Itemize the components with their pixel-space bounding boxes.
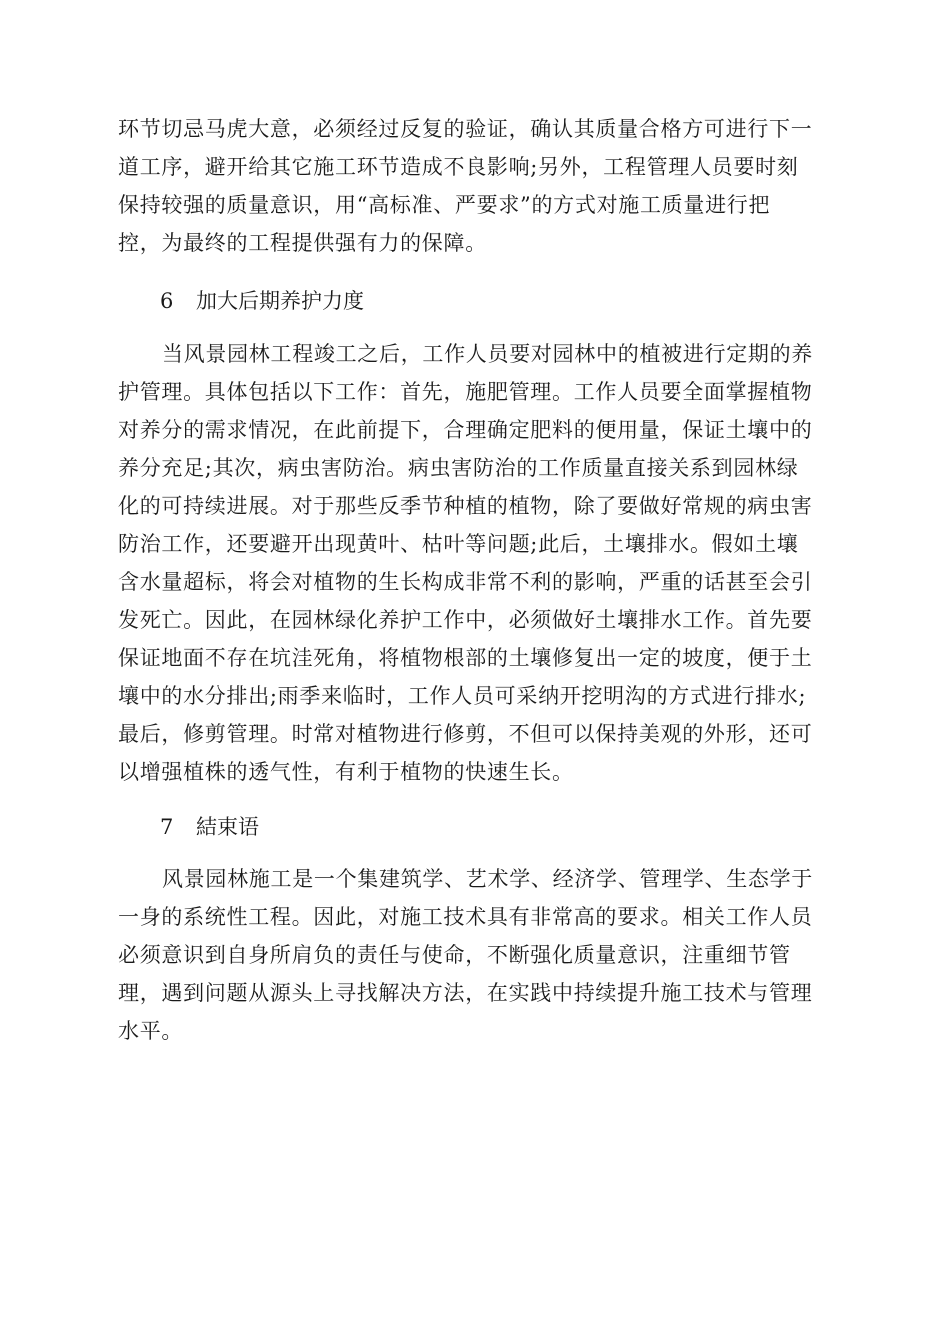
text-line: 化的可持续进展。对于那些反季节种植的植物，除了要做好常规的病虫害 [118, 494, 813, 518]
text-line: 以增强植株的透气性，有利于植物的快速生长。 [118, 760, 574, 784]
text-line: 发死亡。因此，在园林绿化养护工作中，必须做好土壤排水工作。首先要 [118, 608, 813, 632]
section-number: 6 [160, 289, 174, 313]
text-line: 一身的系统性工程。因此，对施工技术具有非常高的要求。相关工作人员 [118, 905, 813, 929]
text-line: 控，为最终的工程提供强有力的保障。 [118, 231, 487, 255]
text-line: 保证地面不存在坑洼死角，将植物根部的土壤修复出一定的坡度，便于土 [118, 646, 813, 670]
text-line: 防治工作，还要避开出现黄叶、枯叶等问题;此后，土壤排水。假如土壤 [118, 532, 799, 556]
section-heading-7 [160, 808, 259, 846]
text-line: 壤中的水分排出;雨季来临时，工作人员可采纳开挖明沟的方式进行排水; [118, 684, 807, 708]
text-line: 道工序，避开给其它施工环节造成不良影响;另外，工程管理人员要时刻 [118, 155, 799, 179]
section-heading-6 [160, 282, 364, 320]
text-line: 理，遇到问题从源头上寻找解决方法，在实践中持续提升施工技术与管理 [118, 981, 813, 1005]
section-title: 加大后期养护力度 [196, 289, 364, 313]
text-line: 最后，修剪管理。时常对植物进行修剪，不但可以保持美观的外形，还可 [118, 722, 813, 746]
text-line: 当风景园林工程竣工之后，工作人员要对园林中的植被进行定期的养 [162, 342, 813, 366]
text-line: 护管理。具体包括以下工作：首先，施肥管理。工作人员要全面掌握植物 [118, 380, 813, 404]
text-line: 保持较强的质量意识，用“高标准、严要求”的方式对施工质量进行把 [118, 193, 771, 217]
text-line: 含水量超标，将会对植物的生长构成非常不利的影响，严重的话甚至会引 [118, 570, 813, 594]
text-line: 风景园林施工是一个集建筑学、艺术学、经济学、管理学、生态学于 [162, 867, 813, 891]
text-line: 水平。 [118, 1019, 184, 1043]
section-number: 7 [160, 815, 174, 839]
text-line: 必须意识到自身所肩负的责任与使命，不断强化质量意识，注重细节管 [118, 943, 791, 967]
paragraph-conclusion [118, 860, 838, 1050]
paragraph-maintenance [118, 335, 838, 791]
text-line: 对养分的需求情况，在此前提下，合理确定肥料的便用量，保证土壤中的 [118, 418, 813, 442]
text-line: 养分充足;其次，病虫害防治。病虫害防治的工作质量直接关系到园林绿 [118, 456, 799, 480]
section-title: 結束语 [196, 815, 259, 839]
text-line: 环节切忌马虎大意，必须经过反复的验证，确认其质量合格方可进行下一 [118, 117, 813, 141]
paragraph-quality-control [118, 110, 838, 262]
